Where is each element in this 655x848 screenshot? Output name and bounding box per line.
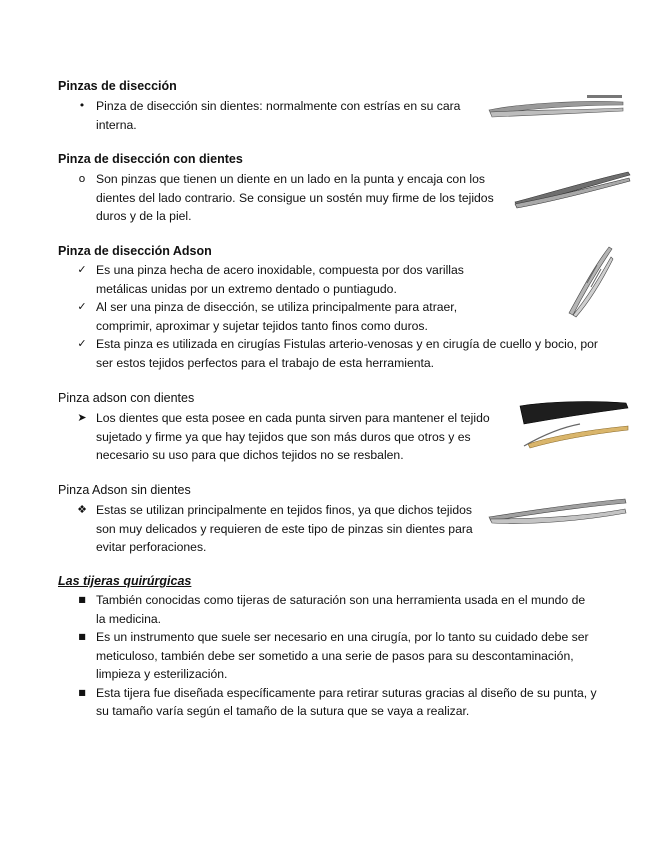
square-bullet-icon: ■ xyxy=(78,632,86,641)
section-heading: Pinza adson con dientes xyxy=(58,391,195,405)
diamond-bullet-icon: ❖ xyxy=(77,503,87,516)
section-adson-untoothed xyxy=(58,482,488,557)
list-item: ■ También conocidas como tijeras de saturación son una herramienta usada en el mundo de la medicina. xyxy=(58,591,598,628)
adson-toothed-forceps-icon xyxy=(518,398,630,450)
toothed-forceps-icon xyxy=(512,168,632,210)
checkmark-icon: ✓ xyxy=(77,337,87,350)
list-item: ➤ Los dientes que esta posee en cada punta sirven para mantener el tejido sujetado y firme ya que hay tejidos que son más duros que otros y es necesario su uso para que dichos tejidos no se resbalen. xyxy=(58,409,503,465)
square-bullet-icon: ■ xyxy=(78,687,86,697)
list-item: ✓ Es una pinza hecha de acero inoxidable, compuesta por dos varillas metálicas unidas por un extremo dentado o puntiagudo. xyxy=(58,261,496,298)
section-heading: Pinza de disección Adson xyxy=(58,244,212,258)
adson-forceps-icon xyxy=(565,243,615,318)
section-heading: Pinza de disección con dientes xyxy=(58,152,243,166)
bullet-dot-icon: • xyxy=(78,99,86,112)
section-toothed-dissection-forceps xyxy=(58,151,503,226)
adson-untoothed-forceps-icon xyxy=(487,495,629,529)
section-heading: Pinza Adson sin dientes xyxy=(58,483,191,497)
list-item: ■ Esta tijera fue diseñada específicamente para retirar suturas gracias al diseño de su punta, y su tamaño varía según el tamaño de la sutura que se vaya a realizar. xyxy=(58,684,598,721)
arrow-bullet-icon: ➤ xyxy=(77,411,87,424)
section-heading: Las tijeras quirúrgicas xyxy=(58,574,192,588)
section-surgical-scissors xyxy=(58,573,598,721)
thumb-forceps-icon xyxy=(487,92,627,122)
bullet-circle-icon: o xyxy=(78,172,86,185)
section-adson-toothed xyxy=(58,390,503,465)
section-adson-forceps xyxy=(58,243,598,372)
list-item: ✓ Al ser una pinza de disección, se utiliza principalmente para atraer, comprimir, aproximar y sujetar tejidos tanto finos como duros. xyxy=(58,298,496,335)
list-item: o Son pinzas que tienen un diente en un lado en la punta y encaja con los dientes del lado contrario. Se consigue un sostén muy firme de los tejidos duros y de la piel. xyxy=(58,170,503,226)
section-heading: Pinzas de disección xyxy=(58,79,177,93)
list-item: ❖ Estas se utilizan principalmente en tejidos finos, ya que dichos tejidos son muy delicados y requieren de este tipo de pinzas sin dientes para evitar perforaciones. xyxy=(58,501,488,557)
checkmark-icon: ✓ xyxy=(77,263,87,276)
list-item: ■ Es un instrumento que suele ser necesario en una cirugía, por lo tanto su cuidado debe ser meticuloso, también debe ser sometido a una serie de pasos para su descontaminación, limpieza y esterilización. xyxy=(58,628,598,684)
list-item: • Pinza de disección sin dientes: normalmente con estrías en su cara interna. xyxy=(58,97,478,134)
square-bullet-icon: ■ xyxy=(78,595,86,604)
list-item: ✓ Esta pinza es utilizada en cirugías Fistulas arterio-venosas y en cirugía de cuello y bocio, por ser estos tejidos perfectos para el trabajo de esta herramienta. xyxy=(58,335,598,372)
section-dissection-forceps xyxy=(58,78,478,134)
checkmark-icon: ✓ xyxy=(77,300,87,313)
